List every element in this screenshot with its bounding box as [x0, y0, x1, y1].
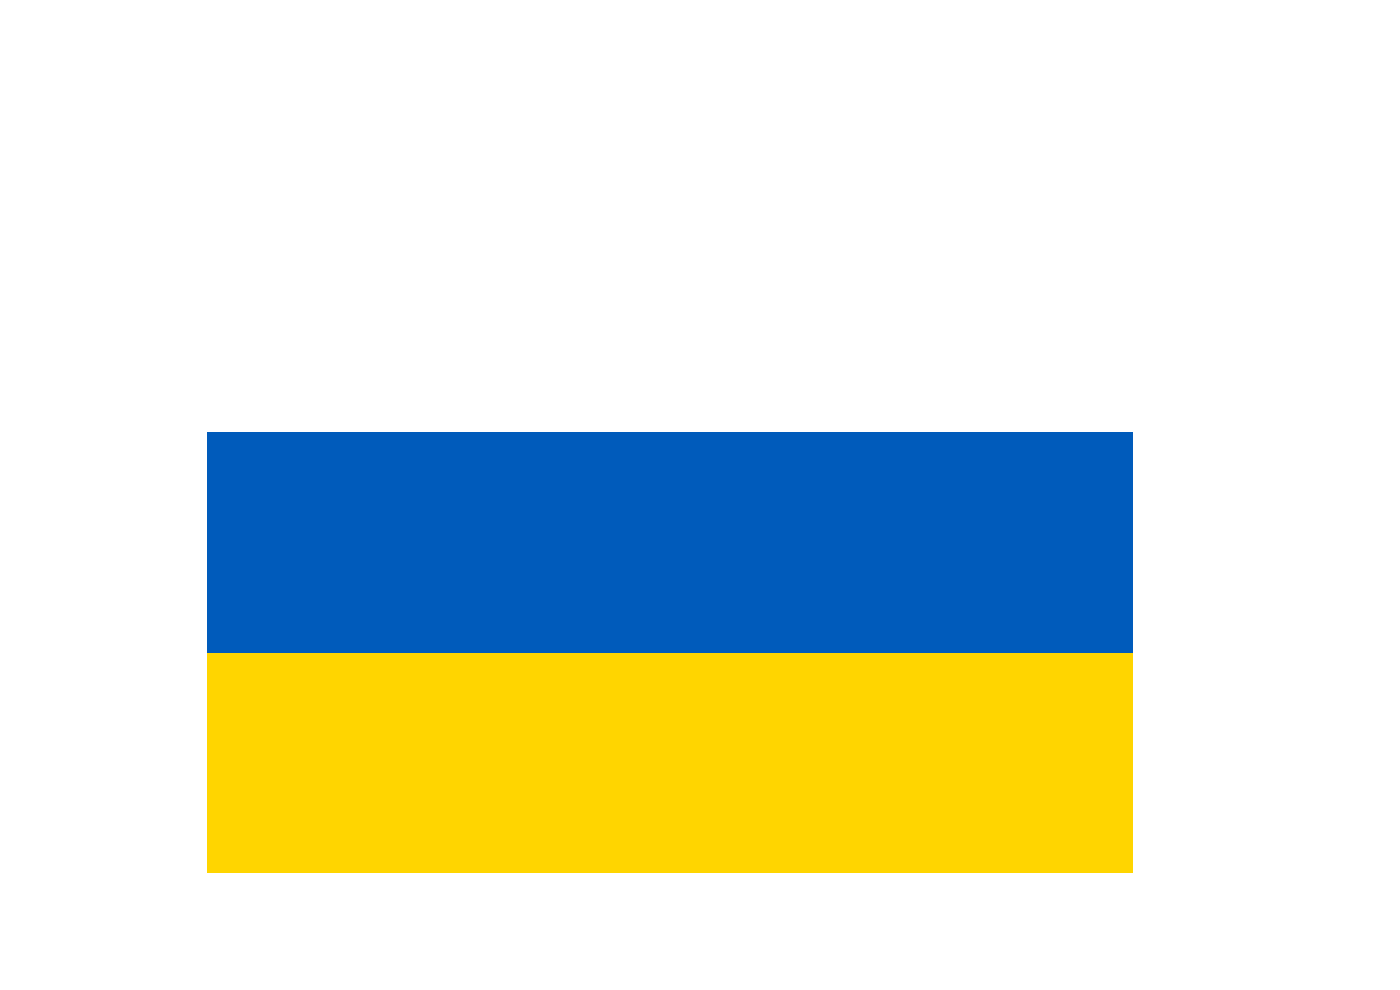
- flag-yellow-stripe: [207, 653, 1133, 874]
- text-block: [61, 82, 1351, 94]
- flag-blue-stripe: [207, 432, 1133, 653]
- ukraine-flag: [207, 432, 1133, 873]
